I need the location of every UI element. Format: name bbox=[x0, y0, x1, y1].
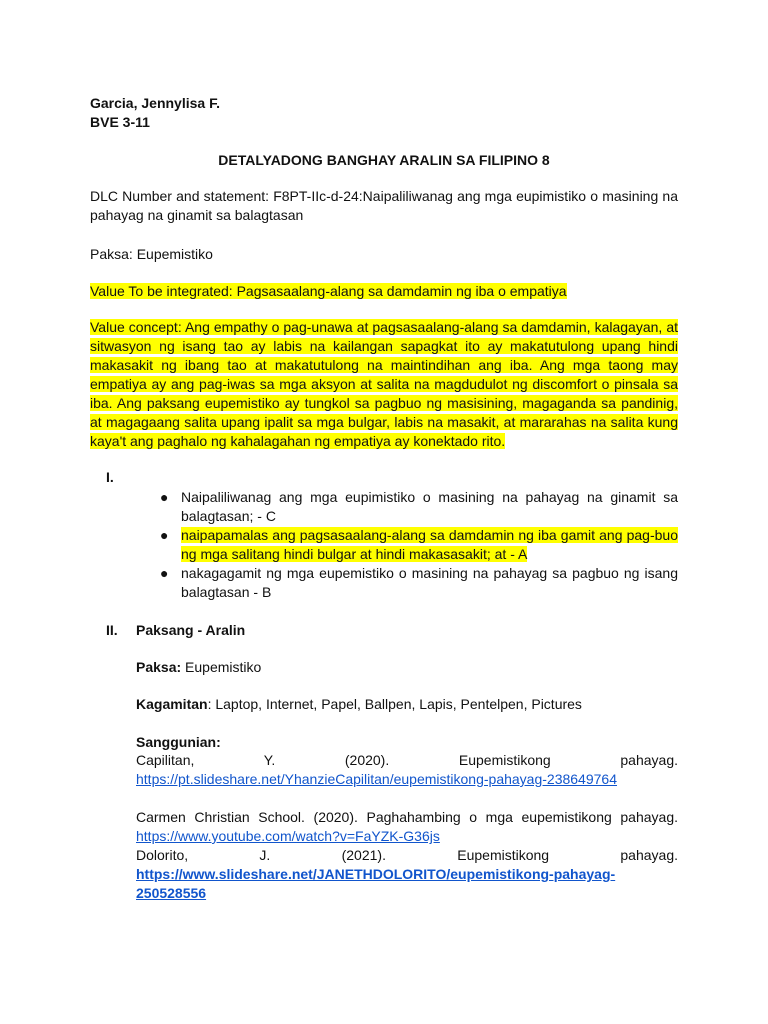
document-title: DETALYADONG BANGHAY ARALIN SA FILIPINO 8 bbox=[218, 152, 550, 168]
reference-1-link[interactable]: https://pt.slideshare.net/YhanzieCapilitan/eupemistikong-pahayag-238649764 bbox=[136, 771, 617, 787]
reference-2-citation: Carmen Christian School. (2020). Paghahambing o mga eupemistikong pahayag. bbox=[136, 809, 678, 825]
bullet-icon: ● bbox=[160, 527, 169, 543]
reference-2 bbox=[136, 808, 678, 846]
reference-2-link[interactable]: https://www.youtube.com/watch?v=FaYZK-G36js bbox=[136, 828, 440, 844]
value-concept bbox=[90, 318, 678, 451]
paksa-label: Paksa: bbox=[136, 659, 182, 675]
objective-item-c bbox=[160, 488, 678, 526]
reference-3-link[interactable]: https://www.slideshare.net/JANETHDOLORITO/eupemistikong-pahayag-250528556 bbox=[136, 866, 616, 901]
section-2-heading: Paksang - Aralin bbox=[136, 622, 246, 638]
reference-3-citation: Dolorito, J. (2021). Eupemistikong pahayag. bbox=[136, 847, 678, 863]
reference-3 bbox=[136, 846, 678, 903]
paksa-value: Eupemistiko bbox=[181, 659, 262, 675]
kagamitan-line bbox=[136, 695, 582, 714]
dlc-statement: DLC Number and statement: F8PT-IIc-d-24:Naipaliliwanag ang mga eupimistiko o masining na pahayag na ginamit sa balagtasan bbox=[90, 188, 678, 223]
objective-item-a bbox=[160, 526, 678, 564]
author-section: BVE 3-11 bbox=[90, 114, 150, 130]
value-concept-text: Value concept: Ang empathy o pag-unawa at pagsasaalang-alang sa damdamin, kalagayan, at sitwasyon ng isang tao ay labis na kailangan sapagkat ito ay makatutulong upang hindi makasakit ng ibang tao at makatutulong na maintindihan ang iba. Ang mga taong may empatiya ay ang pag-iwas sa mga aksyon at salita na magdudulot ng discomfort o pinsala sa iba. Ang paksang eupemistiko ay tungkol sa pagbuo ng masisining, magaganda sa pandinig, at magagaang salita upang ipalit sa mga bulgar, labis na masakit, at mararahas na salita kung kaya't ang paghalo ng kahalagahan ng empatiya ay konektado rito. bbox=[90, 319, 678, 449]
value-integrated-text: Value To be integrated: Pagsasaalang-alang sa damdamin ng iba o empatiya bbox=[90, 283, 567, 299]
kagamitan-value: : Laptop, Internet, Papel, Ballpen, Lapis, Pentelpen, Pictures bbox=[207, 696, 582, 712]
objectives-list bbox=[160, 488, 678, 602]
paksa-line bbox=[136, 658, 261, 677]
paksa-top: Paksa: Eupemistiko bbox=[90, 246, 213, 262]
bullet-icon: ● bbox=[160, 565, 169, 581]
value-integrated bbox=[90, 282, 567, 301]
sanggunian-label: Sanggunian: bbox=[136, 734, 221, 750]
author-name: Garcia, Jennylisa F. bbox=[90, 95, 220, 111]
objective-item-b bbox=[160, 564, 678, 602]
bullet-icon: ● bbox=[160, 489, 169, 505]
reference-1-citation: Capilitan, Y. (2020). Eupemistikong pahayag. bbox=[136, 752, 678, 768]
objective-text: nakagagamit ng mga eupemistiko o masining na pahayag sa pagbuo ng isang balagtasan - B bbox=[181, 565, 678, 600]
kagamitan-label: Kagamitan bbox=[136, 696, 208, 712]
section-2-numeral: II. bbox=[106, 622, 118, 638]
reference-1 bbox=[136, 751, 678, 789]
objective-text: naipapamalas ang pagsasaalang-alang sa damdamin ng iba gamit ang pag-buo ng mga salitang hindi bulgar at hindi makasasakit; at - A bbox=[181, 527, 678, 562]
objective-text: Naipaliliwanag ang mga eupimistiko o masining na pahayag na ginamit sa balagtasan; - C bbox=[181, 489, 678, 524]
section-1-numeral: I. bbox=[106, 469, 114, 485]
